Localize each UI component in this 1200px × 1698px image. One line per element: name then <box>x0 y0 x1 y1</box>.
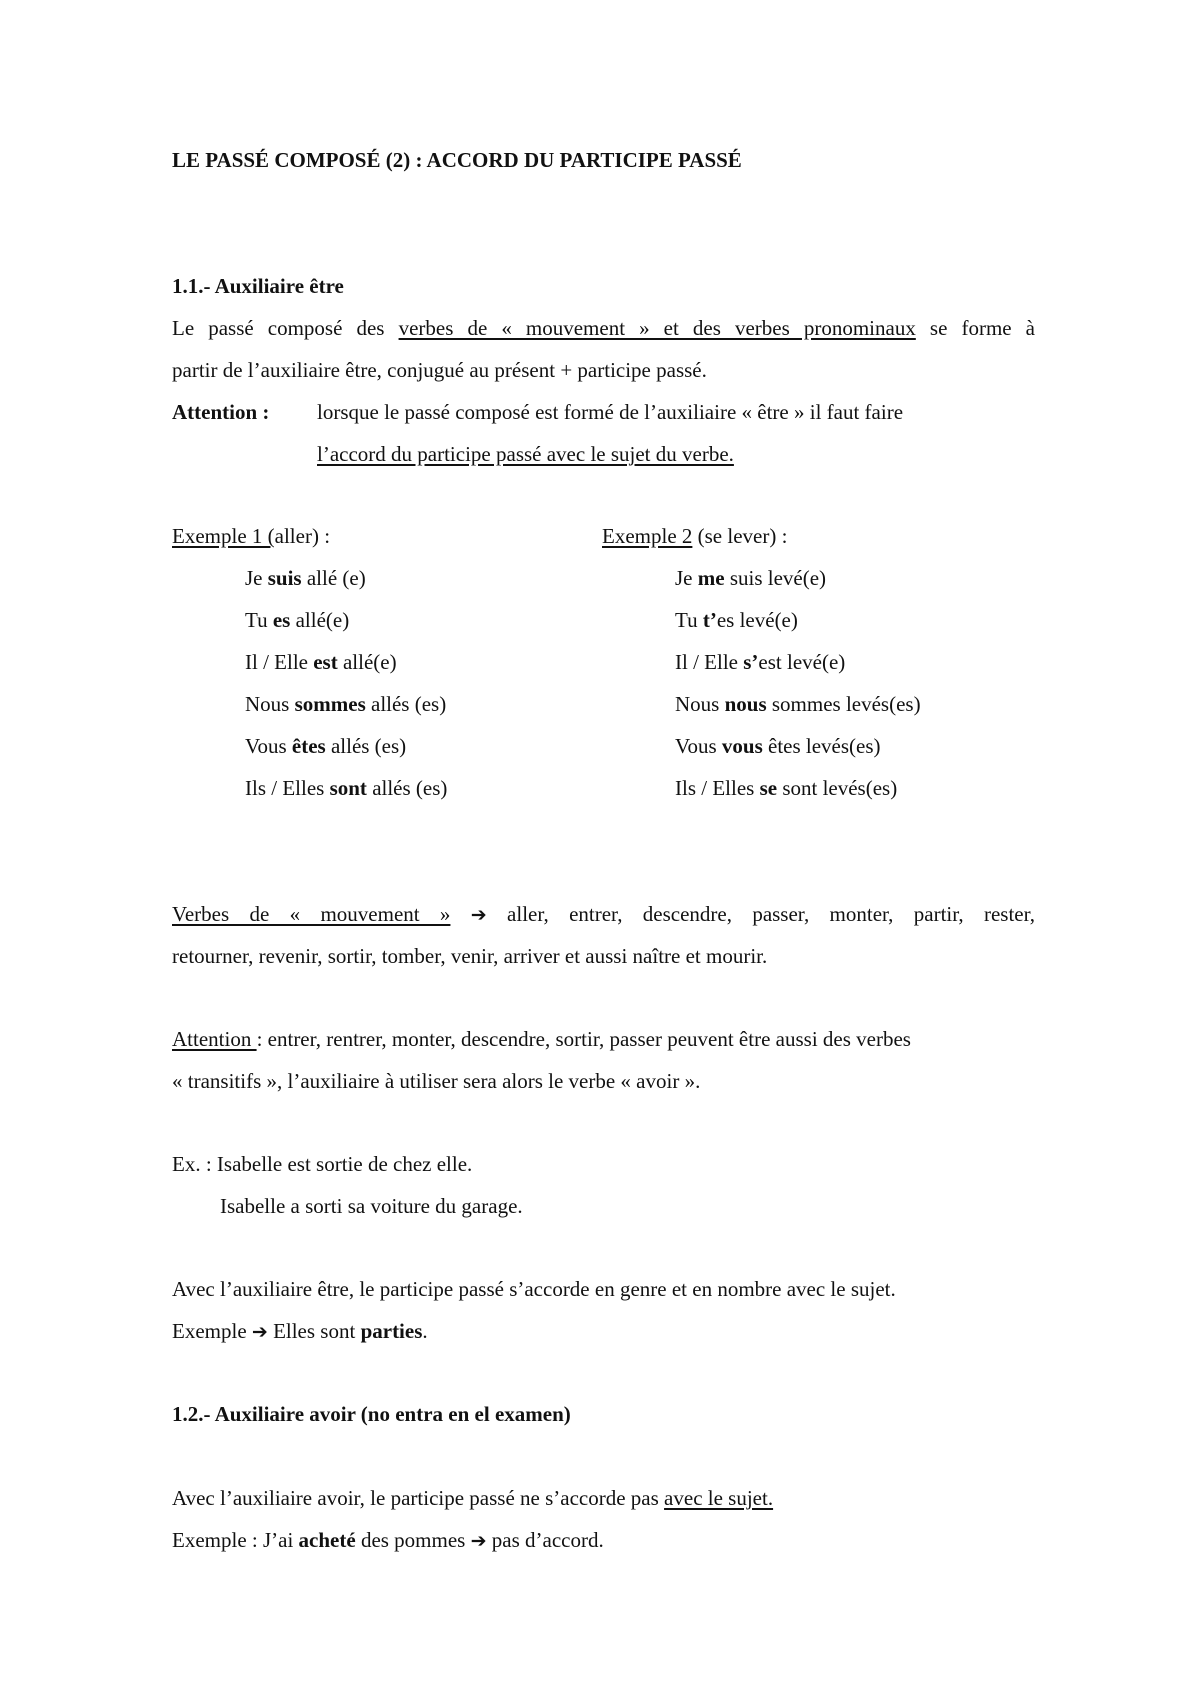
conjugation-row <box>245 568 366 589</box>
text-span: sont levés(es) <box>777 776 898 800</box>
text-span: . <box>422 1319 428 1343</box>
text-span: Je <box>675 566 698 590</box>
section-heading-1-1: 1.1.- Auxiliaire être <box>172 274 344 298</box>
bold-text: suis <box>267 566 302 590</box>
text-span: Elles sont <box>267 1319 361 1343</box>
text-span: suis levé(e) <box>724 566 827 590</box>
attention-label: Attention : <box>172 400 270 424</box>
arrow-icon: ➔ <box>251 1321 268 1343</box>
text-span: allés (es) <box>365 692 447 716</box>
arrow-icon: ➔ <box>470 1530 487 1552</box>
text-span: es levé(e) <box>716 608 798 632</box>
bold-text: acheté <box>298 1528 356 1552</box>
conjugation-row <box>245 778 447 799</box>
conjugation-row <box>675 610 798 631</box>
example-1-label: Exemple 1 ( <box>172 524 275 548</box>
text-span: Vous <box>675 734 722 758</box>
example-1-heading <box>172 526 330 547</box>
underlined-text: verbes de « mouvement » et des verbes pronominaux <box>398 316 916 340</box>
text-span: Tu <box>245 608 273 632</box>
paragraph-line: partir de l’auxiliaire être, conjugué au présent + participe passé. <box>172 358 707 382</box>
text-span: Ils / Elles <box>675 776 760 800</box>
example-line <box>172 1530 604 1551</box>
text-span: allé(e) <box>290 608 350 632</box>
text-span: des pommes <box>355 1528 471 1552</box>
paragraph-line <box>172 318 1035 339</box>
text-span: se forme à <box>915 316 1035 340</box>
text-span: est levé(e) <box>758 650 846 674</box>
underlined-text: avec le sujet. <box>664 1486 774 1510</box>
text-span: Avec l’auxiliaire avoir, le participe passé ne s’accorde pas <box>172 1486 665 1510</box>
text-span: sommes levés(es) <box>766 692 921 716</box>
paragraph-line <box>172 1029 911 1050</box>
attention-text-underlined: l’accord du participe passé avec le sujet du verbe. <box>317 442 734 466</box>
conjugation-row <box>245 694 446 715</box>
text-span: allé(e) <box>337 650 397 674</box>
page-title: LE PASSÉ COMPOSÉ (2) : ACCORD DU PARTICIPE PASSÉ <box>172 148 742 172</box>
example-line <box>172 1321 428 1342</box>
paragraph-line <box>172 1488 773 1509</box>
bold-text: t’ <box>702 608 717 632</box>
bold-text: es <box>272 608 291 632</box>
conjugation-row <box>675 736 881 757</box>
paragraph-line: « transitifs », l’auxiliaire à utiliser sera alors le verbe « avoir ». <box>172 1069 701 1093</box>
bold-text: parties <box>360 1319 423 1343</box>
text-span: allés (es) <box>325 734 407 758</box>
bold-text: sont <box>329 776 367 800</box>
text-span: allés (es) <box>366 776 448 800</box>
text-span: aller, entrer, descendre, passer, monter, partir, rester, <box>507 902 1036 926</box>
text-span: Je <box>245 566 268 590</box>
conjugation-row <box>675 568 826 589</box>
bold-text: nous <box>724 692 767 716</box>
bold-text: êtes <box>291 734 326 758</box>
paragraph-line: Avec l’auxiliaire être, le participe passé s’accorde en genre et en nombre avec le sujet. <box>172 1277 896 1301</box>
text-span: allé (e) <box>301 566 366 590</box>
paragraph-line <box>172 904 1035 925</box>
bold-text: vous <box>721 734 763 758</box>
bold-text: est <box>313 650 338 674</box>
example-2-label: Exemple 2 <box>602 524 693 548</box>
conjugation-row <box>675 652 845 673</box>
conjugation-row <box>245 652 397 673</box>
text-span: Tu <box>675 608 703 632</box>
attention-text: lorsque le passé composé est formé de l’auxiliaire « être » il faut faire <box>317 400 904 424</box>
section-heading-1-2: 1.2.- Auxiliaire avoir (no entra en el examen) <box>172 1402 571 1426</box>
arrow-icon: ➔ <box>470 904 487 926</box>
text-span: Nous <box>245 692 295 716</box>
text-span: Exemple <box>172 1319 252 1343</box>
text-span: Nous <box>675 692 725 716</box>
conjugation-row <box>675 778 897 799</box>
conjugation-row <box>245 736 406 757</box>
text-span: Il / Elle <box>675 650 744 674</box>
bold-text: sommes <box>294 692 366 716</box>
conjugation-row <box>245 610 349 631</box>
example-2-heading <box>602 526 787 547</box>
bold-text: me <box>697 566 725 590</box>
example-line: Ex. : Isabelle est sortie de chez elle. <box>172 1152 473 1176</box>
text-span: êtes levés(es) <box>762 734 881 758</box>
text-span: (se lever) : <box>692 524 788 548</box>
text-span: Vous <box>245 734 292 758</box>
verbes-label: Verbes de « mouvement » <box>172 902 451 926</box>
attention-label-2: Attention <box>172 1027 257 1051</box>
text-span: aller) : <box>274 524 331 548</box>
text-span: Ils / Elles <box>245 776 330 800</box>
text-span: Le passé composé des <box>172 316 399 340</box>
bold-text: se <box>759 776 778 800</box>
paragraph-line: retourner, revenir, sortir, tomber, venir, arriver et aussi naître et mourir. <box>172 944 768 968</box>
bold-text: s’ <box>743 650 759 674</box>
text-span: pas d’accord. <box>486 1528 604 1552</box>
example-line: Isabelle a sorti sa voiture du garage. <box>220 1194 523 1218</box>
text-span: Exemple : J’ai <box>172 1528 299 1552</box>
text-span: Il / Elle <box>245 650 314 674</box>
text-span: : entrer, rentrer, monter, descendre, sortir, passer peuvent être aussi des verbes <box>256 1027 911 1051</box>
conjugation-row <box>675 694 921 715</box>
